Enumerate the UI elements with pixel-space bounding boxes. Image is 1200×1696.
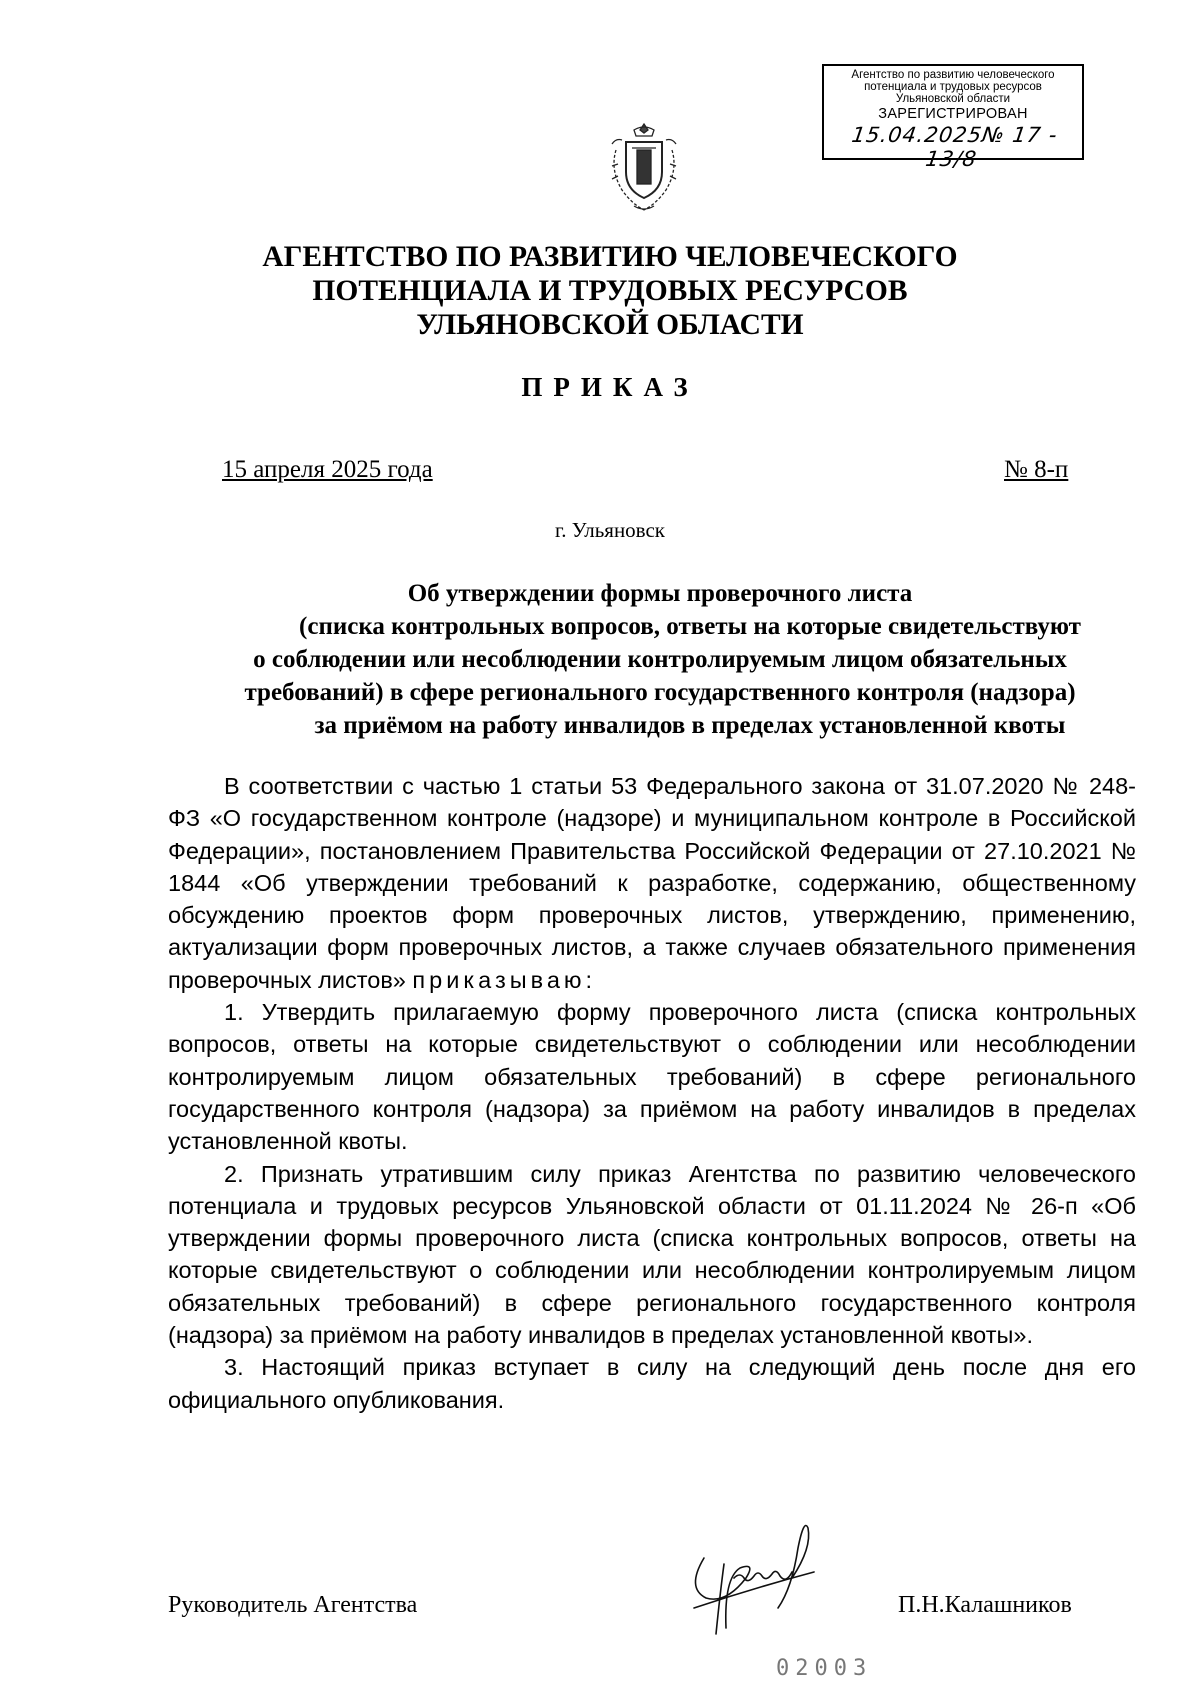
preamble-text: В соответствии с частью 1 статьи 53 Федерального закона от 31.07.2020 № 248-ФЗ «О государственном контроле (надзоре) и муниципальном контроле в Российской Федерации», постановлением Правительства Российской Федерации от 27.10.2021 № 1844 «Об утверждении требований к разработке, содержанию, общественному обсуждению проектов форм проверочных листов, утверждению, применению, актуализации форм проверочных листов, а также случаев обязательного применения проверочных листов» xyxy=(168,773,1136,993)
item-1: 1. Утвердить прилагаемую форму проверочного листа (списка контрольных вопросов, ответы на которые свидетельствуют о соблюдении или несоблюдении контролируемым лицом обязательных требований) в сфере регионального государственного контроля (надзора) за приёмом на работу инвалидов в пределах установленной квоты. xyxy=(168,999,1136,1155)
stamp-registered: ЗАРЕГИСТРИРОВАН xyxy=(878,106,1028,122)
stamp-handwritten-number: 15.04.2025№ 17 - 13/8 xyxy=(850,123,1060,171)
stamp-line1: Агентство по развитию человеческого xyxy=(851,69,1055,81)
org-line2: ПОТЕНЦИАЛА И ТРУДОВЫХ РЕСУРСОВ xyxy=(312,275,908,307)
coat-of-arms-icon xyxy=(604,120,684,216)
org-line1: АГЕНТСТВО ПО РАЗВИТИЮ ЧЕЛОВЕЧЕСКОГО xyxy=(262,241,958,273)
order-city: г. Ульяновск xyxy=(554,518,665,542)
organization-title xyxy=(200,240,1020,342)
subject-line3: о соблюдении или несоблюдении контролируемым лицом обязательных xyxy=(253,646,1067,673)
order-date: 15 апреля 2025 года xyxy=(222,456,433,483)
subject-line5: за приёмом на работу инвалидов в пределах установленной квоты xyxy=(314,712,1066,739)
serial-number: 02003 xyxy=(776,1656,873,1681)
preamble-paragraph xyxy=(168,770,1136,996)
signatory-name: П.Н.Калашников xyxy=(898,1592,1072,1618)
subject-line4: требований) в сфере регионального государственного контроля (надзора) xyxy=(244,679,1076,706)
order-body xyxy=(168,770,1136,1416)
org-line3: УЛЬЯНОВСКОЙ ОБЛАСТИ xyxy=(416,309,804,341)
order-number: № 8-п xyxy=(1004,456,1069,483)
registration-stamp xyxy=(822,64,1084,171)
document-type: ПРИКАЗ xyxy=(521,372,699,402)
signatory-role: Руководитель Агентства xyxy=(168,1592,418,1618)
stamp-line3: Ульяновской области xyxy=(895,93,1011,105)
order-verb: приказываю: xyxy=(412,966,597,993)
handwritten-signature xyxy=(664,1518,884,1648)
order-subject xyxy=(180,577,1140,742)
item-3: 3. Настоящий приказ вступает в силу на следующий день после дня его официального опубликования. xyxy=(168,1354,1136,1413)
subject-line1: Об утверждении формы проверочного листа xyxy=(407,580,913,607)
stamp-line2: потенциала и трудовых ресурсов xyxy=(864,81,1042,93)
subject-line2: (списка контрольных вопросов, ответы на которые свидетельствуют xyxy=(299,613,1081,640)
item-2: 2. Признать утратившим силу приказ Агентства по развитию человеческого потенциала и трудовых ресурсов Ульяновской области от 01.11.2024 № 26-п «Об утверждении формы проверочного листа (списка контрольных вопросов, ответы на которые свидетельствуют о соблюдении или несоблюдении контролируемым лицом обязательных требований) в сфере регионального государственного контроля (надзора) за приёмом на работу инвалидов в пределах установленной квоты». xyxy=(168,1160,1136,1349)
